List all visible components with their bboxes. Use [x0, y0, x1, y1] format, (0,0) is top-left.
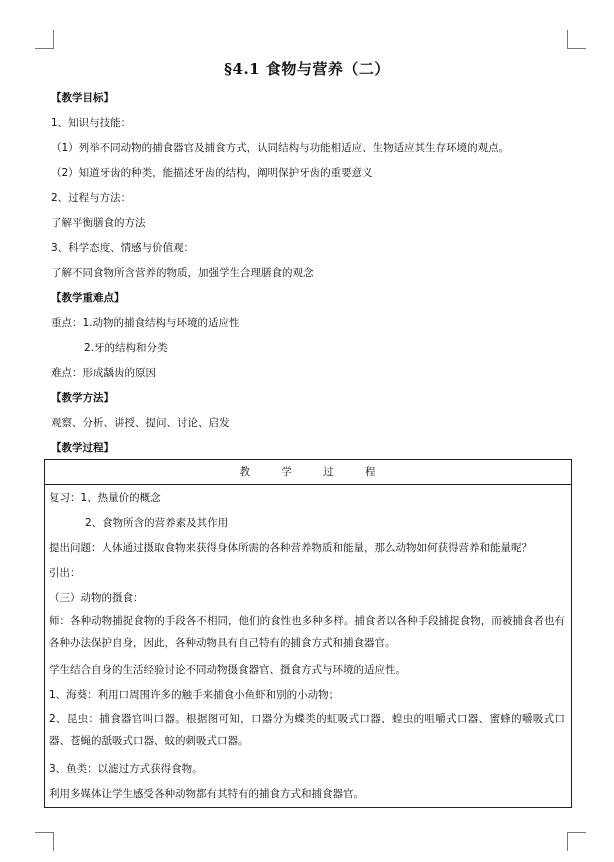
knowledge-item-2: （2）知道牙齿的种类，能描述牙齿的结构，阐明保护牙齿的重要意义: [51, 167, 373, 179]
attitude-item: 了解不同食物所含营养的物质，加强学生合理膳食的观念: [51, 267, 314, 279]
methods-heading: 【教学方法】: [51, 392, 114, 404]
question-text: 提出问题：人体通过摄取食物来获得身体所需的各种营养物质和能量，那么动物如何获得营养和能量呢？: [49, 542, 532, 554]
keypoints-heading: 【教学重难点】: [51, 292, 125, 304]
difficult-point: 难点：形成龋齿的原因: [51, 367, 156, 379]
corner-mark-bottom-right: [567, 832, 586, 851]
review-line-2: 2、食物所含的营养素及其作用: [85, 517, 229, 529]
methods-text: 观察、分析、讲授、提问、讨论、启发: [51, 417, 230, 429]
corner-mark-top-left: [35, 30, 54, 49]
section-animal-feeding: （三）动物的摄食：: [49, 592, 144, 604]
intro-text: 引出：: [49, 567, 81, 579]
item-insects: 2、昆虫：捕食器官叫口器。根据图可知，口器分为蝶类的虹吸式口器、蝗虫的咀嚼式口器、蜜蜂的嚼吸式口器、苍蝇的舐吸式口器、蚊的刺吸式口器。: [49, 713, 565, 747]
table-header: 教 学 过 程: [45, 460, 571, 485]
corner-mark-bottom-left: [35, 832, 54, 851]
page-title: §4.1 食物与营养（二）: [224, 60, 390, 78]
item-sea-anemone: 1、海葵：利用口周围许多的触手来捕食小鱼虾和别的小动物；: [49, 689, 340, 701]
item-fish: 3、鱼类：以滤过方式获得食物。: [49, 763, 203, 775]
teacher-paragraph: 师：各种动物捕捉食物的手段各不相同，他们的食性也多种多样。捕食者以各种手段捕捉食物，而被捕食者也有各种办法保护自身，因此，各种动物具有自己特有的捕食方式和捕食器官。: [49, 615, 565, 649]
knowledge-item-1: （1）列举不同动物的捕食器官及捕食方式，认同结构与功能相适应、生物适应其生存环境的观点。: [51, 142, 510, 154]
keypoint-2: 2.牙的结构和分类: [84, 342, 168, 354]
process-method-heading: 2、过程与方法：: [51, 192, 132, 204]
corner-mark-top-right: [567, 30, 586, 49]
teaching-process-table: [44, 459, 572, 808]
process-heading: 【教学过程】: [51, 442, 114, 454]
objectives-heading: 【教学目标】: [51, 92, 114, 104]
attitude-heading: 3、科学态度、情感与价值观：: [51, 242, 195, 254]
multimedia-text: 利用多媒体让学生感受各种动物都有其特有的捕食方式和捕食器官。: [49, 788, 364, 800]
keypoint-1: 重点：1.动物的捕食结构与环境的适应性: [51, 317, 240, 329]
review-line-1: 复习：1、热量价的概念: [49, 492, 161, 504]
process-method-item: 了解平衡膳食的方法: [51, 217, 146, 229]
knowledge-heading: 1、知识与技能：: [51, 117, 132, 129]
student-discussion: 学生结合自身的生活经验讨论不同动物摄食器官、摄食方式与环境的适应性。: [49, 664, 406, 676]
